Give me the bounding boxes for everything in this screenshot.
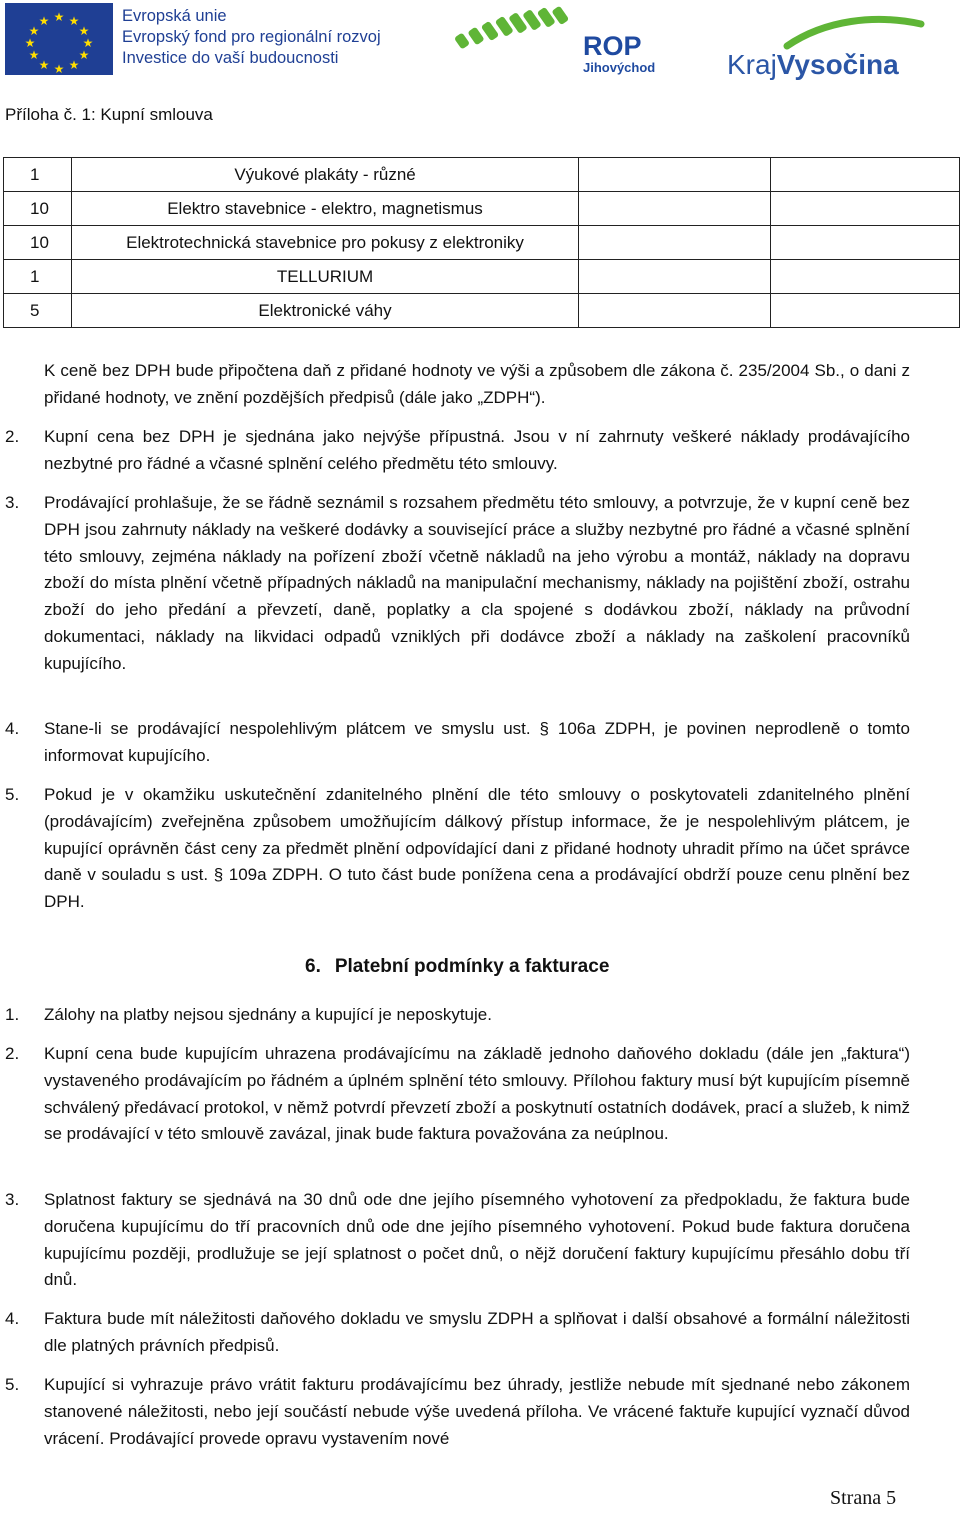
rop-name: ROP [583,31,642,61]
payment-paragraph-2 [44,1041,910,1148]
section-number: 6. [305,956,321,977]
price-paragraph-1 [44,358,910,412]
empty-cell [579,158,770,192]
empty-cell [770,192,959,226]
price-paragraph-2 [44,424,910,478]
rop-logo [455,4,656,76]
item-qty: 10 [4,226,72,260]
paragraph-text: Kupující si vyhrazuje právo vrátit fakturu prodávajícímu bez úhrady, jestliže nebude mít sjednané nebo zákonem stanovené náležitosti, nebo její součástí nebude výše uvedená příloha. Ve vrácené faktuře kupující vyznačí důvod vrácení. Prodávající provede opravu vystavením nové [44,1375,910,1448]
table-row [4,260,960,294]
svg-text:★: ★ [28,48,40,62]
paragraph-number: 2. [5,427,20,446]
table-row [4,192,960,226]
item-name: Elektro stavebnice - elektro, magnetismus [71,192,578,226]
paragraph-text: Zálohy na platby nejsou sjednány a kupující je neposkytuje. [44,1005,492,1024]
item-name: Elektronické váhy [71,294,578,328]
paragraph-number: 5. [5,1375,20,1394]
paragraph-text: Stane-li se prodávající nespolehlivým plátcem ve smyslu ust. § 106a ZDPH, je povinen neprodleně o tomto informovat kupujícího. [44,719,910,765]
eu-line-3: Investice do vaší budoucnosti [122,49,339,67]
svg-text:★: ★ [38,58,50,72]
item-name: TELLURIUM [71,260,578,294]
empty-cell [770,260,959,294]
item-qty: 10 [4,192,72,226]
eu-flag-logo [5,3,113,75]
eu-text [122,6,381,69]
table-row [4,226,960,260]
svg-text:★: ★ [38,14,50,28]
item-qty: 1 [4,260,72,294]
rop-region: Jihovýchod [583,60,656,75]
item-name: Výukové plakáty - různé [71,158,578,192]
kraj-wordmark [727,50,899,80]
table-row [4,294,960,328]
payment-paragraph-1 [44,1002,910,1029]
paragraph-number: 3. [5,493,20,512]
items-table [3,157,960,328]
svg-text:★: ★ [68,58,80,72]
kraj-wave-icon [725,12,925,50]
payment-paragraph-4 [44,1306,910,1360]
vysocina-word: Vysočina [776,49,899,80]
kraj-vysocina-logo [725,12,925,82]
paragraph-text: K ceně bez DPH bude připočtena daň z přidané hodnoty ve výši a způsobem dle zákona č. 235/2004 Sb., o dani z přidané hodnoty, ve znění pozdějších předpisů (dále jako „ZDPH“). [44,361,910,407]
empty-cell [770,294,959,328]
paragraph-text: Prodávající prohlašuje, že se řádně seznámil s rozsahem předmětu této smlouvy, a potvrzuje, že v kupní ceně bez DPH jsou zahrnuty náklady na veškeré dodávky a související práce a služby nezbytné pro řádné a včasné splnění této smlouvy, zejména náklady na pořízení zboží včetně nákladů na jeho výrobu a montáž, náklady na dopravu zboží do místa plnění včetně případných nákladů na manipulační mechanismy, náklady na pojištění zboží, ostrahu zboží do jeho předání a převzetí, daně, poplatky a cla spojené s dodávkou zboží, náklady na průvodní dokumentaci, náklady na likvidaci odpadů vzniklých při dodávce zboží a náklady na zaškolení pracovníků kupujícího. [44,493,910,673]
empty-cell [579,260,770,294]
svg-text:★: ★ [82,36,94,50]
payment-paragraph-5 [44,1372,910,1452]
price-paragraph-4 [44,716,910,770]
section-title: Platební podmínky a fakturace [334,956,610,977]
item-name: Elektrotechnická stavebnice pro pokusy z elektroniky [71,226,578,260]
empty-cell [770,158,959,192]
payment-paragraph-3 [44,1187,910,1294]
svg-text:★: ★ [68,14,80,28]
table-row [4,158,960,192]
empty-cell [770,226,959,260]
paragraph-number: 4. [5,1309,20,1328]
eu-line-2: Evropský fond pro regionální rozvoj [122,28,381,46]
empty-cell [579,226,770,260]
paragraph-number: 1. [5,1005,20,1024]
svg-text:★: ★ [24,36,36,50]
paragraph-text: Kupní cena bude kupujícím uhrazena prodávajícímu na základě jednoho daňového dokladu (dále jen „faktura“) vystaveného prodávajícím po řádném a úplném splnění této smlouvy. Přílohou faktury musí být kupujícím písemně schválený předávací protokol, v němž potvrdí převzetí zboží a poskytnutí ostatních dodávek, prací a služeb, k nimž se prodávající v této smlouvě zavázal, jinak bude faktura považována za neúplnou. [44,1044,910,1144]
paragraph-number: 5. [5,785,20,804]
svg-text:★: ★ [53,62,65,75]
rop-swoosh-icon [455,4,580,64]
paragraph-text: Kupní cena bez DPH je sjednána jako nejvýše přípustná. Jsou v ní zahrnuty veškeré náklady prodávajícího nezbytné pro řádné a včasné splnění celého předmětu této smlouvy. [44,427,910,473]
section-heading [305,953,609,981]
paragraph-number: 3. [5,1190,20,1209]
svg-text:★: ★ [78,48,90,62]
svg-text:★: ★ [28,24,40,38]
empty-cell [579,192,770,226]
paragraph-text: Splatnost faktury se sjednává na 30 dnů ode dne jejího písemného vyhotovení za předpokladu, že faktura bude doručena kupujícímu do tří pracovních dnů ode dne jejího písemného vyhotovení. Pokud bude faktura doručena kupujícímu později, prodlužuje se její splatnost o počet dnů, o nějž doručení faktury kupujícímu přesáhlo dobu tří dnů. [44,1190,910,1290]
header-logos [0,0,960,80]
price-paragraph-3 [44,490,910,678]
paragraph-text: Pokud je v okamžiku uskutečnění zdanitelného plnění dle této smlouvy o poskytovateli zdanitelného plnění (prodávajícím) zveřejněna způsobem umožňujícím dálkový přístup informace, že je nespolehlivým plátcem, je kupující oprávněn část ceny za předmět plnění odpovídající dani z přidané hodnoty uhradit přímo na účet správce daně v souladu s ust. § 109a ZDPH. O tuto část bude ponížena cena a prodávající obdrží pouze cenu plnění bez DPH. [44,785,910,912]
price-paragraph-5 [44,782,910,916]
item-qty: 1 [4,158,72,192]
paragraph-text: Faktura bude mít náležitosti daňového dokladu ve smyslu ZDPH a splňovat i další obsahové a formální náležitosti dle platných právních předpisů. [44,1309,910,1355]
attachment-title: Příloha č. 1: Kupní smlouva [5,105,213,124]
paragraph-number: 2. [5,1044,20,1063]
svg-text:★: ★ [78,24,90,38]
svg-text:★: ★ [53,10,65,24]
kraj-word: Kraj [727,49,777,80]
item-qty: 5 [4,294,72,328]
eu-line-1: Evropská unie [122,7,227,25]
empty-cell [579,294,770,328]
paragraph-number: 4. [5,719,20,738]
page-number: Strana 5 [830,1487,897,1509]
